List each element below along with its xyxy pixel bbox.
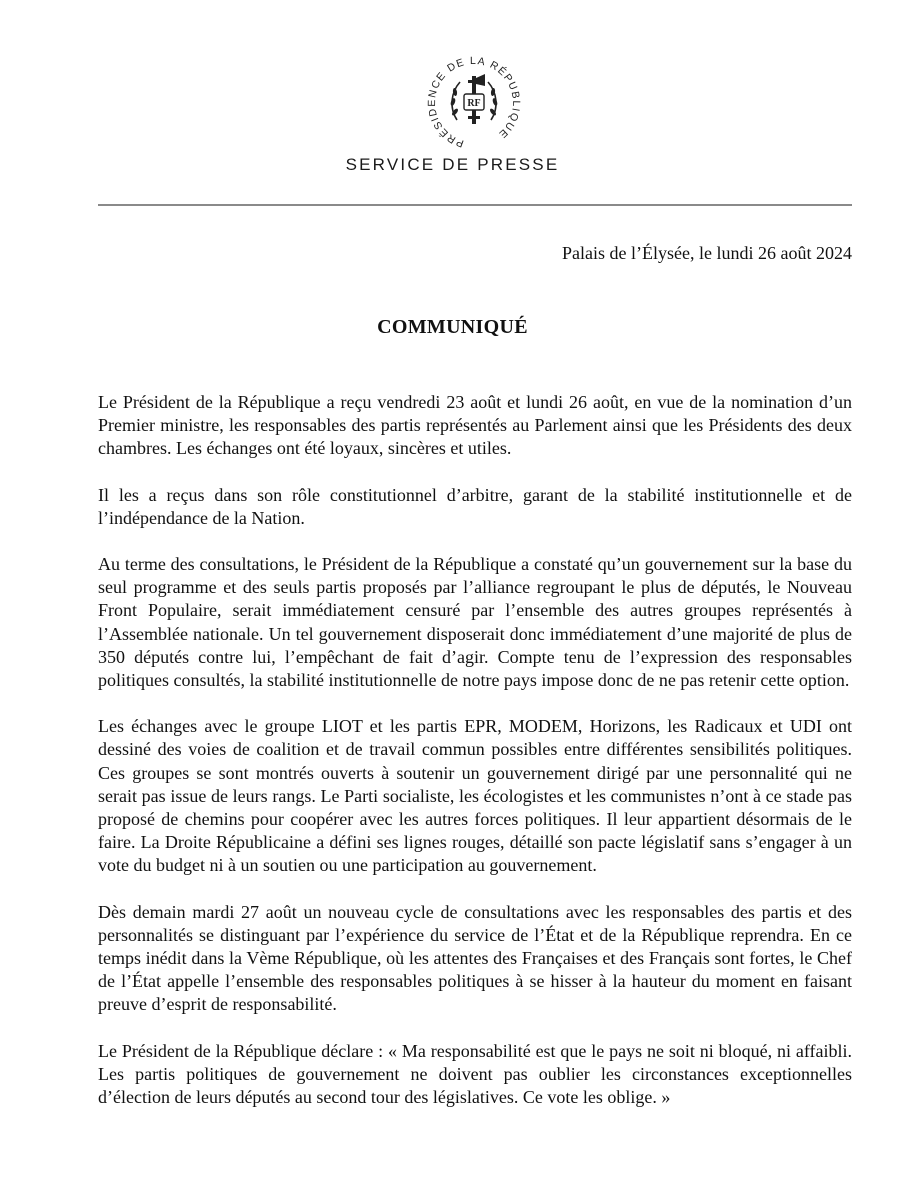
paragraph-3: Au terme des consultations, le Président de la République a constaté qu’un gouvernement sur la base du seul programme et des seuls partis proposés par l’alliance regroupant le plus de députés, le Nouveau Front Populaire, serait immédiatement censuré par l’ensemble des autres groupes représentés à l’Assemblée nationale. Un tel gouvernement disposerait donc immédiatement d’une majorité de plus de 350 députés contre lui, l’empêchant de fait d’agir. Compte tenu de l’expression des responsables politiques consultés, la stabilité institutionnelle de notre pays impose donc de ne pas retenir cette option. [98,554,852,691]
document-title: COMMUNIQUÉ [377,316,528,338]
seal-emblem-icon [413,42,535,164]
paragraph-4: Les échanges avec le groupe LIOT et les partis EPR, MODEM, Horizons, les Radicaux et UDI ont dessiné des voies de coalition et de travail commun possibles entre différentes sensibilités politiques. Ces groupes se sont montrés ouverts à soutenir un gouvernement dirigé par une personnalité qui ne serait pas issue de leurs rangs. Le Parti socialiste, les écologistes et les communistes n’ont à ce stade pas proposé de chemins pour coopérer avec les autres forces politiques. Il leur appartient désormais de le faire. La Droite Républicaine a défini ses lignes rouges, détaillé son pacte législatif sans s’engager à un vote du budget ni à un soutien ou une participation au gouvernement. [98,716,852,876]
svg-text:PRÉSIDENCE DE LA RÉPUBLIQUE: PRÉSIDENCE DE LA RÉPUBLIQUE [425,54,523,150]
paragraph-6: Le Président de la République déclare : « Ma responsabilité est que le pays ne soit ni bloqué, ni affaibli. Les partis politiques de gouvernement ne doivent pas oublier les circonstances exceptionnelles d’élection de leurs députés au second tour des législatives. Ce vote les oblige. » [98,1040,852,1108]
paragraph-1: Le Président de la République a reçu vendredi 23 août et lundi 26 août, en vue de la nomination d’un Premier ministre, les responsables des partis représentés au Parlement ainsi que les Présidents des deux chambres. Les échanges ont été loyaux, sincères et utiles. [98,392,852,459]
paragraph-2: Il les a reçus dans son rôle constitutionnel d’arbitre, garant de la stabilité institutionnelle et de l’indépendance de la Nation. [98,484,852,528]
document-body [98,391,852,1132]
header-divider [98,204,852,206]
svg-text:RF: RF [467,98,481,109]
press-service-heading: SERVICE DE PRESSE [345,155,560,174]
paragraph-5: Dès demain mardi 27 août un nouveau cycle de consultations avec les responsables des partis et des personnalités se distinguant par l’expérience du service de l’État et de la République reprendra. En ce temps inédit dans la Vème République, où les attentes des Françaises et des Français sont fortes, le Chef de l’État appelle l’ensemble des responsables politiques à se hisser à la hauteur du moment en faisant preuve d’esprit de responsabilité. [98,901,852,1015]
presidency-seal-logo [413,42,535,164]
dateline: Palais de l’Élysée, le lundi 26 août 2024 [562,243,852,263]
